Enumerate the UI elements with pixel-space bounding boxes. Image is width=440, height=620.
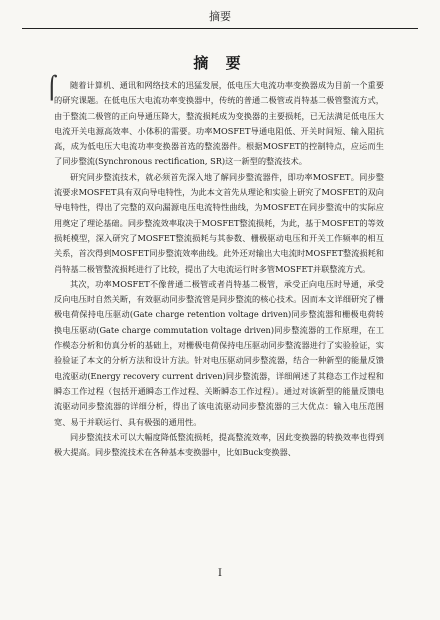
running-header: 摘要 [22, 6, 418, 29]
page-title: 摘 要 [193, 54, 247, 72]
paragraph-2: 研究同步整流技术，就必须首先深入地了解同步整流器件，即功率MOSFET。同步整流要求MOSFET具有双向导电特性，为此本文首先从理论和实验上研究了MOSFET的双向导电特性，得出了完整的双向漏源电压电流特性曲线，为MOSFET在同步整流中的实际应用奠定了理论基础。同步整流效率取决于MOSFET整流损耗，为此，基于MOSFET的等效损耗模型，深入研究了MOSFET整流损耗与其参数、栅极驱动电压和开关工作频率的相互关系，首次得到MOSFET同步整流效率曲线。此外还对输出大电流时MOSFET整流损耗和肖特基二极管整流损耗进行了比较，提出了大电流运行时多管MOSFET并联整流方式。 [54, 171, 384, 274]
paragraph-1: 随着计算机、通讯和网络技术的迅猛发展，低电压大电流功率变换器成为目前一个重要的研究课题。在低电压大电流功率变换器中，传统的普通二极管或肖特基二极管整流方式，由于整流二极管的正向导通压降大，整流损耗成为变换器的主要损耗，已无法满足低电压大电流开关电源高效率、小体积的需要。功率MOSFET导通电阻低、开关时间短、输入阻抗高，成为低电压大电流功率变换器首选的整流器件。根据MOSFET的控制特点，应运而生了同步整流(Synchronous rectification, SR)这一新型的整流技术。 [54, 80, 384, 167]
paragraph-3: 其次，功率MOSFET不像普通二极管或者肖特基二极管，承受正向电压时导通，承受反向电压时自然关断，有效驱动同步整流管是同步整流的核心技术。因而本文详细研究了栅极电荷保持电压驱动(Gate charge retention voltage driven)同步整流器和栅极电荷转换电压驱动(Gate charge commutation voltage driven)同步整流器的工作原理，在工作模态分析和仿真分析的基础上，对栅极电荷保持电压驱动同步整流器进行了实验验证，实验验证了本文的分析方法和设计方法。针对电压驱动同步整流器，结合一种新型的能量反馈电流驱动(Energy recovery current driven)同步整流器，详细阐述了其稳态工作过程和瞬态工作过程（包括开通瞬态工作过程、关断瞬态工作过程）。通过对该新型的能量反馈电流驱动同步整流器的详细分析，得出了该电流驱动同步整流器的三大优点：输入电压范围宽、易于并联运行、具有极强的通用性。 [54, 278, 384, 427]
abstract-body [54, 78, 384, 460]
paragraph-4: 同步整流技术可以大幅度降低整流损耗，提高整流效率，因此变换器的转换效率也得到极大提高。同步整流技术在各种基本变换器中，比如Buck变换器、 [54, 431, 384, 458]
handwritten-brace-mark: ⌠ [46, 76, 58, 101]
page-number: I [218, 568, 222, 579]
